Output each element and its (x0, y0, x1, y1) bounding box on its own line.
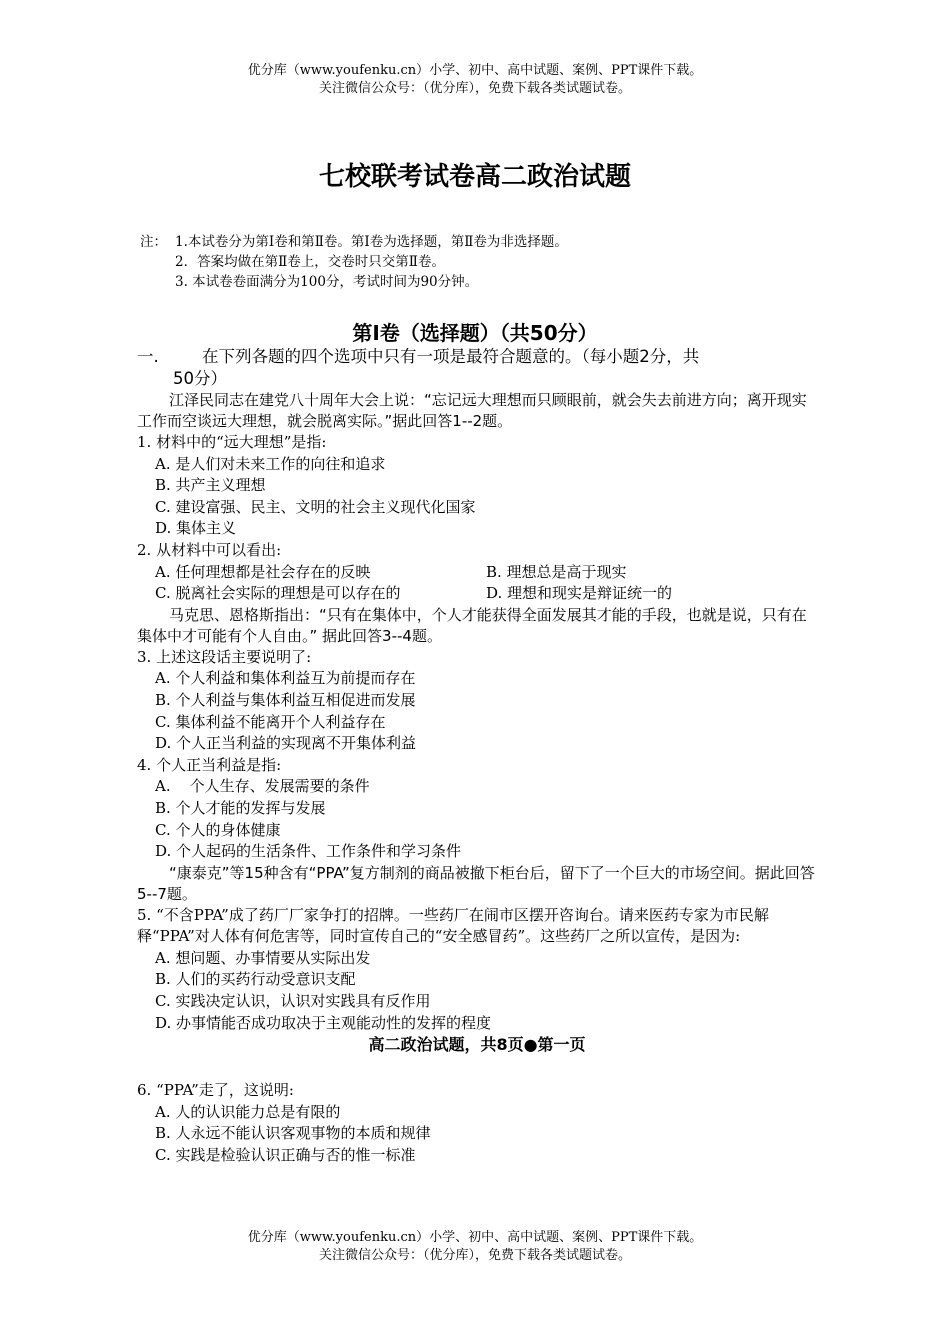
part-number: 一. (137, 347, 159, 366)
section-title: 第Ⅰ卷（选择题）（共50分） (352, 321, 598, 345)
option: B. 理想总是高于现实 (486, 562, 627, 581)
material-3: “康泰克”等15种含有“PPA”复方制剂的商品被撤下柜台后，留下了一个巨大的市场空间。据此回答5--7题。 (137, 863, 815, 903)
question-5 (137, 905, 817, 1035)
material-2: 马克思、恩格斯指出：“只有在集体中，个人才能获得全面发展其才能的手段，也就是说，只有在集体中才可能有个人自由。” 据此回答3--4题。 (137, 605, 807, 645)
option: A. 是人们对未来工作的向往和追求 (155, 454, 386, 473)
option: A. 个人利益和集体利益互为前提而存在 (155, 669, 416, 688)
option: B. 个人利益与集体利益互相促进而发展 (155, 690, 416, 709)
header-line-1: 优分库（www.youfenku.cn）小学、初中、高中试题、案例、PPT课件下载。 (247, 63, 703, 78)
question-stem: 1. 材料中的“远大理想”是指: (137, 433, 327, 451)
note-item: 1.本试卷分为第Ⅰ卷和第Ⅱ卷。第Ⅰ卷为选择题，第Ⅱ卷为非选择题。 (175, 234, 568, 250)
questions-content (137, 346, 817, 1167)
option: C. 建设富强、民主、文明的社会主义现代化国家 (155, 497, 476, 516)
option: D. 办事情能否成功取决于主观能动性的发挥的程度 (155, 1013, 492, 1032)
option: B. 个人才能的发挥与发展 (155, 798, 326, 817)
option: C. 个人的身体健康 (155, 820, 281, 839)
option: B. 人们的买药行动受意识支配 (155, 970, 356, 989)
exam-title: 七校联考试卷高二政治试题 (318, 162, 631, 192)
option: C. 集体利益不能离开个人利益存在 (155, 712, 386, 731)
question-stem: 4. 个人正当利益是指: (137, 755, 282, 774)
option: A. 个人生存、发展需要的条件 (155, 777, 370, 796)
option: D. 个人起码的生活条件、工作条件和学习条件 (155, 842, 462, 861)
top-header (0, 62, 950, 98)
question-stem: 3. 上述这段话主要说明了: (137, 647, 312, 666)
question-stem: 2. 从材料中可以看出: (137, 540, 282, 559)
question-6 (137, 1080, 817, 1166)
material-1: 江泽民同志在建党八十周年大会上说：“忘记远大理想而只顾眼前，就会失去前进方向；离开现实工作而空谈远大理想，就会脱离实际。”据此回答1--2题。 (137, 391, 807, 430)
notes-label: 注： (140, 234, 167, 250)
option: D. 集体主义 (155, 519, 237, 538)
option: B. 人永远不能认识客观事物的本质和规律 (155, 1124, 431, 1143)
question-2 (137, 540, 817, 605)
part-instruction: 在下列各题的四个选项中只有一项是最符合题意的。（每小题2分，共 (202, 347, 700, 366)
question-1 (137, 432, 817, 540)
question-3 (137, 647, 817, 755)
part-instruction-cont: 50分） (173, 369, 227, 388)
page-footer: 高二政治试题，共8页●第一页 (368, 1035, 586, 1055)
header-line-2: 关注微信公众号：（优分库），免费下载各类试题试卷。 (318, 81, 631, 96)
note-item: 3. 本试卷卷面满分为100分，考试时间为90分钟。 (175, 274, 479, 290)
option: A. 想问题、办事情要从实际出发 (155, 948, 371, 967)
option: C. 实践是检验认识正确与否的惟一标准 (155, 1146, 416, 1165)
option: A. 人的认识能力总是有限的 (155, 1102, 341, 1121)
option: D. 个人正当利益的实现离不开集体利益 (155, 734, 417, 753)
question-stem: 5. “不含PPA”成了药厂厂家争打的招牌。一些药厂在闹市区摆开咨询台。请来医药专家为市民解释“PPA”对人体有何危害等，同时宣传自己的“安全感冒药”。这些药厂之所以宣传，是因为: (137, 905, 769, 946)
question-4 (137, 755, 817, 863)
option: B. 共产主义理想 (155, 476, 266, 495)
note-item: 2．答案均做在第Ⅱ卷上，交卷时只交第Ⅱ卷。 (175, 254, 445, 270)
option: C. 脱离社会实际的理想是可以存在的 (155, 584, 401, 603)
footer-line-1: 优分库（www.youfenku.cn）小学、初中、高中试题、案例、PPT课件下载。 (247, 1230, 703, 1245)
part-heading (137, 346, 817, 368)
notes-block (140, 232, 568, 292)
option: D. 理想和现实是辩证统一的 (486, 584, 673, 603)
bottom-header (0, 1229, 950, 1265)
option: C. 实践决定认识，认识对实践具有反作用 (155, 992, 431, 1011)
footer-line-2: 关注微信公众号：（优分库），免费下载各类试题试卷。 (318, 1248, 631, 1263)
question-stem: 6. “PPA”走了，这说明: (137, 1081, 294, 1100)
option: A. 任何理想都是社会存在的反映 (155, 562, 371, 581)
